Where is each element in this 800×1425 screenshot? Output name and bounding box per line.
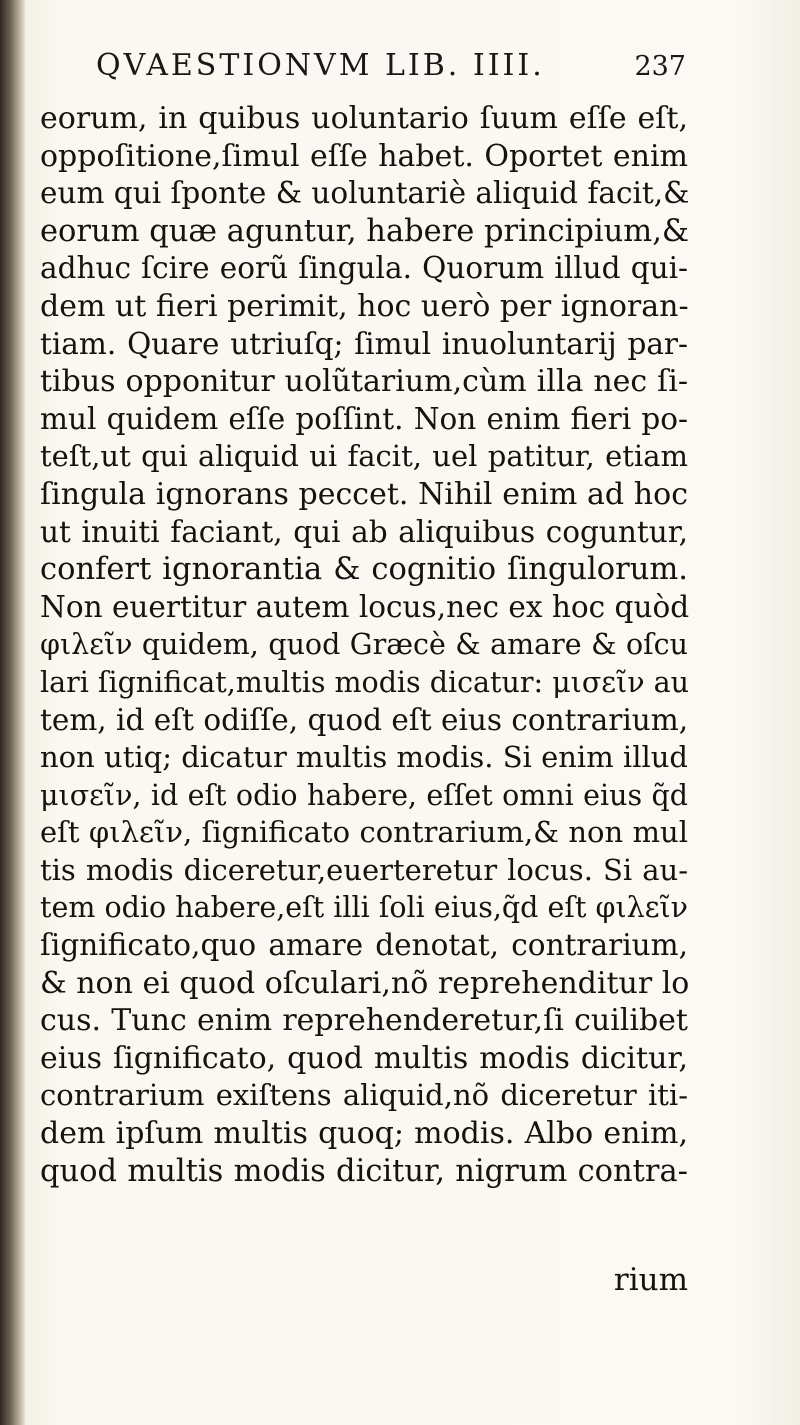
text-line: ſingula ignorans peccet. Nihil enim ad hoc	[40, 476, 688, 512]
text-line: eſt φιλεῖν, ſignificato contrarium,& non mul	[40, 815, 688, 850]
text-line: eum qui ſponte & uoluntariè aliquid facit,&	[40, 176, 690, 211]
text-line: μισεῖν, id eſt odio habere, eſſet omni eius q̃d	[40, 778, 688, 812]
text-line: teſt,ut qui aliquid ui facit, uel patitur, etiam	[40, 439, 688, 474]
text-line: non utiq; dicatur multis modis. Si enim illud	[40, 740, 688, 775]
text-line: eorum quæ aguntur, habere principium,&	[40, 213, 690, 249]
text-line: eius ſignificato, quod multis modis dicitur,	[40, 1040, 688, 1076]
page-header	[96, 48, 686, 92]
text-line: mul quidem eſſe poſſint. Non enim fieri po-	[40, 401, 688, 436]
text-line: tem odio habere,eſt illi ſoli eius,q̃d eſt φιλεῖν	[40, 891, 688, 925]
text-line: & non ei quod oſculari,nõ reprehenditur lo	[40, 965, 690, 1001]
text-line: dem ipſum multis quoq; modis. Albo enim,	[40, 1116, 688, 1152]
text-line: quod multis modis dicitur, nigrum contra-	[40, 1153, 688, 1189]
body-text	[40, 100, 688, 1190]
running-head: QVAESTIONVM LIB. IIII.	[96, 48, 545, 83]
text-line: contrarium exiſtens aliquid,nõ diceretur iti-	[40, 1078, 688, 1113]
catchword: rium	[613, 1262, 688, 1298]
text-line: confert ignorantia & cognitio ſingulorum.	[40, 552, 688, 588]
text-line: oppoſitione,ſimul eſſe habet. Oportet enim	[40, 138, 688, 174]
text-line: tibus opponitur uolũtarium,cùm illa nec ſi-	[40, 364, 688, 400]
text-line: tem, id eſt odiſſe, quod eſt eius contrarium,	[40, 702, 689, 737]
text-line: eorum, in quibus uoluntario ſuum eſſe eſt,	[40, 101, 688, 136]
page-number: 237	[634, 51, 686, 82]
page-gutter	[0, 0, 26, 1425]
text-line: ut inuiti faciant, qui ab aliquibus coguntur,	[40, 514, 688, 549]
text-line: cus. Tunc enim reprehenderetur,ſi cuilibet	[40, 1003, 688, 1039]
text-line: tiam. Quare utriuſq; ſimul inuoluntarij par-	[40, 326, 688, 361]
text-line: adhuc ſcire eorũ ſingula. Quorum illud qui-	[40, 251, 688, 286]
text-line: lari ſignificat,multis modis dicatur: μισεῖν au	[40, 665, 689, 699]
text-line: dem ut fieri perimit, hoc uerò per ignoran-	[40, 288, 689, 324]
text-line: Non euertitur autem locus,nec ex hoc quòd	[40, 589, 690, 624]
text-line: ſignificato,quo amare denotat, contrarium,	[40, 928, 688, 963]
text-line: φιλεῖν quidem, quod Græcè & amare & oſcu	[40, 628, 688, 662]
text-line: tis modis diceretur,euerteretur locus. Si au-	[40, 852, 688, 887]
